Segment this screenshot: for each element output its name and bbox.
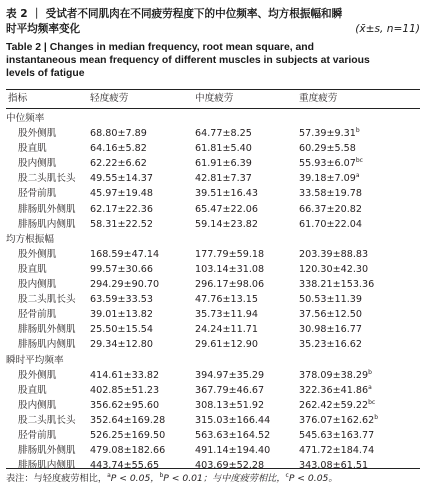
cell-moderate: 59.14±23.82 [195,218,258,230]
muscle-name: 股外侧肌 [18,369,57,381]
cell-severe-value: 37.56±12.50 [299,309,362,321]
cell-severe [299,202,362,217]
significance-mark: bc [368,398,376,406]
cell-severe [299,247,368,262]
cell-mild: 45.97±19.48 [90,188,153,200]
table-row [6,217,420,232]
section-title: 瞬时平均频率 [6,354,64,366]
cell-moderate: 39.51±16.43 [195,188,258,200]
cell-severe-value: 376.07±162.62 [299,414,375,426]
muscle-name: 胫骨前肌 [18,429,57,441]
table-row [6,398,420,413]
cell-severe-value: 338.21±153.36 [299,279,375,291]
muscle-name: 腓肠肌内侧肌 [18,218,76,230]
table-row [6,171,420,186]
table-row [6,443,420,458]
muscle-name: 胫骨前肌 [18,188,57,200]
cell-severe [299,398,375,413]
header-mild: 轻度疲劳 [90,93,129,104]
cell-moderate: 563.63±164.52 [195,429,271,441]
section-title: 中位频率 [6,113,45,124]
cell-mild: 414.61±33.82 [90,369,160,381]
cell-severe-value: 50.53±11.39 [299,294,362,306]
cell-severe-value: 66.37±20.82 [299,203,362,215]
cell-severe-value: 57.39±9.31 [299,128,356,140]
cell-severe [299,126,360,141]
cell-severe-value: 378.09±38.29 [299,369,369,381]
cell-moderate: 315.03±166.44 [195,414,271,426]
cell-severe-value: 545.63±163.77 [299,429,375,441]
caption-zh-line1: 表 2 ｜ 受试者不同肌肉在不同疲劳程度下的中位频率、均方根振幅和瞬 [6,8,343,20]
cell-severe [299,186,362,201]
cell-moderate: 177.79±59.18 [195,248,265,260]
cell-severe-value: 55.93±6.07 [299,158,356,170]
cell-moderate: 61.81±5.40 [195,143,252,155]
table-row [6,368,420,383]
cell-severe [299,277,374,292]
table-row [6,413,420,428]
significance-mark: b [374,413,378,421]
significance-mark: b [355,127,360,135]
cell-severe [299,292,362,307]
muscle-name: 胫骨前肌 [18,309,57,321]
muscle-name: 股内侧肌 [18,158,57,170]
cell-severe [299,428,374,443]
cell-severe-value: 322.36±41.86 [299,384,369,396]
significance-mark: b [368,368,372,376]
significance-mark: bc [355,157,363,165]
muscle-name: 腓肠肌外侧肌 [18,445,76,457]
muscle-name: 腓肠肌内侧肌 [18,460,76,472]
cell-severe [299,217,362,232]
cell-moderate: 47.76±13.15 [195,294,258,306]
table-footnote [6,472,338,486]
cell-severe [299,322,362,337]
cell-mild: 39.01±13.82 [90,309,153,321]
footnote-mark-c: c [285,472,289,479]
cell-mild: 25.50±15.54 [90,324,153,336]
table-row [6,337,420,352]
header-moderate: 中度疲劳 [195,93,234,104]
cell-severe [299,171,360,186]
table-row [6,383,420,398]
cell-mild: 352.64±169.28 [90,414,166,426]
muscle-name: 股直肌 [18,384,47,396]
cell-moderate: 42.81±7.37 [195,173,252,185]
cell-severe-value: 61.70±22.04 [299,218,362,230]
cell-severe [299,413,378,428]
table-row [6,126,420,141]
cell-severe-value: 30.98±16.77 [299,324,362,336]
cell-moderate: 367.79±46.67 [195,384,265,396]
muscle-name: 腓肠肌内侧肌 [18,339,76,351]
table-row [6,202,420,217]
cell-mild: 294.29±90.70 [90,279,160,291]
cell-severe-value: 60.29±5.58 [299,143,356,155]
table-row [6,458,420,473]
muscle-name: 股外侧肌 [18,128,57,140]
caption-en-line3: levels of fatigue [6,68,85,80]
table-row [6,428,420,443]
cell-moderate: 394.97±35.29 [195,369,265,381]
caption-stats: (x̄±s, n=11) [355,23,420,35]
table-row [6,247,420,262]
cell-moderate: 64.77±8.25 [195,128,252,140]
table-row [6,307,420,322]
muscle-name: 股二头肌长头 [18,414,76,426]
cell-mild: 62.17±22.36 [90,203,153,215]
footnote-c-text: P < 0.05。 [288,473,338,484]
muscle-name: 股二头肌长头 [18,294,76,306]
caption-zh-line2: 时平均频率变化 [6,23,81,35]
cell-moderate: 296.17±98.06 [195,279,265,291]
significance-mark: a [368,383,372,391]
muscle-name: 腓肠肌外侧肌 [18,203,76,215]
cell-severe-value: 203.39±88.83 [299,248,369,260]
cell-mild: 58.31±22.52 [90,218,153,230]
cell-severe [299,458,368,473]
cell-mild: 64.16±5.82 [90,143,147,155]
table-body [6,111,420,473]
caption-chinese [6,7,420,37]
header-severe: 重度疲劳 [299,93,338,104]
table-row [6,277,420,292]
muscle-name: 股二头肌长头 [18,173,76,185]
muscle-name: 股内侧肌 [18,279,57,291]
cell-severe [299,383,372,398]
caption-en-line1: Table 2 | Changes in median frequency, root mean square, and [6,42,314,53]
table-row [6,141,420,156]
footnote-mark-a: a [107,472,111,479]
cell-mild: 68.80±7.89 [90,128,147,140]
cell-mild: 356.62±95.60 [90,399,160,411]
cell-mild: 526.25±169.50 [90,429,166,441]
cell-severe-value: 471.72±184.74 [299,445,375,457]
cell-moderate: 61.91±6.39 [195,158,252,170]
cell-mild: 63.59±33.53 [90,294,153,306]
muscle-name: 股内侧肌 [18,399,57,411]
cell-severe-value: 343.08±61.51 [299,460,369,472]
cell-severe [299,156,363,171]
cell-mild: 62.22±6.62 [90,158,147,170]
cell-mild: 479.08±182.66 [90,445,166,457]
table-row [6,322,420,337]
cell-moderate: 491.14±194.40 [195,445,271,457]
cell-severe-value: 120.30±42.30 [299,263,369,275]
header-indicator: 指标 [8,93,28,104]
cell-mild: 168.59±47.14 [90,248,160,260]
cell-mild: 29.34±12.80 [90,339,153,351]
table-row [6,156,420,171]
cell-severe-value: 262.42±59.22 [299,399,369,411]
cell-severe-value: 39.18±7.09 [299,173,356,185]
table-bottom-rule [6,468,420,469]
table-row [6,292,420,307]
footnote-b-text: P < 0.01；与中度疲劳相比， [163,473,286,484]
cell-mild: 49.55±14.37 [90,173,153,185]
cell-mild: 99.57±30.66 [90,263,153,275]
muscle-name: 腓肠肌外侧肌 [18,324,76,336]
cell-severe [299,337,362,352]
cell-moderate: 24.24±11.71 [195,324,258,336]
cell-moderate: 29.61±12.90 [195,339,258,351]
header-rule [6,108,420,109]
cell-severe [299,141,356,156]
cell-moderate: 103.14±31.08 [195,263,265,275]
muscle-name: 股外侧肌 [18,248,57,260]
cell-mild: 443.74±55.65 [90,460,160,472]
cell-severe [299,262,368,277]
cell-severe [299,368,372,383]
table-row [6,186,420,201]
muscle-name: 股直肌 [18,143,47,155]
significance-mark: a [355,172,360,180]
caption-en-line2: instantaneous mean frequency of different muscles in subjects at various [6,55,370,67]
cell-mild: 402.85±51.23 [90,384,160,396]
cell-moderate: 308.13±51.92 [195,399,265,411]
cell-moderate: 35.73±11.94 [195,309,258,321]
table-row [6,262,420,277]
footnote-mark-b: b [159,472,164,479]
cell-severe-value: 35.23±16.62 [299,339,362,351]
cell-severe-value: 33.58±19.78 [299,188,362,200]
cell-severe [299,443,374,458]
caption-english [6,41,420,81]
section-title: 均方根振幅 [6,233,54,245]
cell-moderate: 65.47±22.06 [195,203,258,215]
cell-moderate: 403.69±52.28 [195,460,265,472]
muscle-name: 股直肌 [18,263,47,275]
footnote-a-text: P < 0.05， [110,473,160,484]
cell-severe [299,307,362,322]
footnote-prefix: 表注：与轻度疲劳相比， [6,473,108,484]
table-top-rule [6,89,420,90]
